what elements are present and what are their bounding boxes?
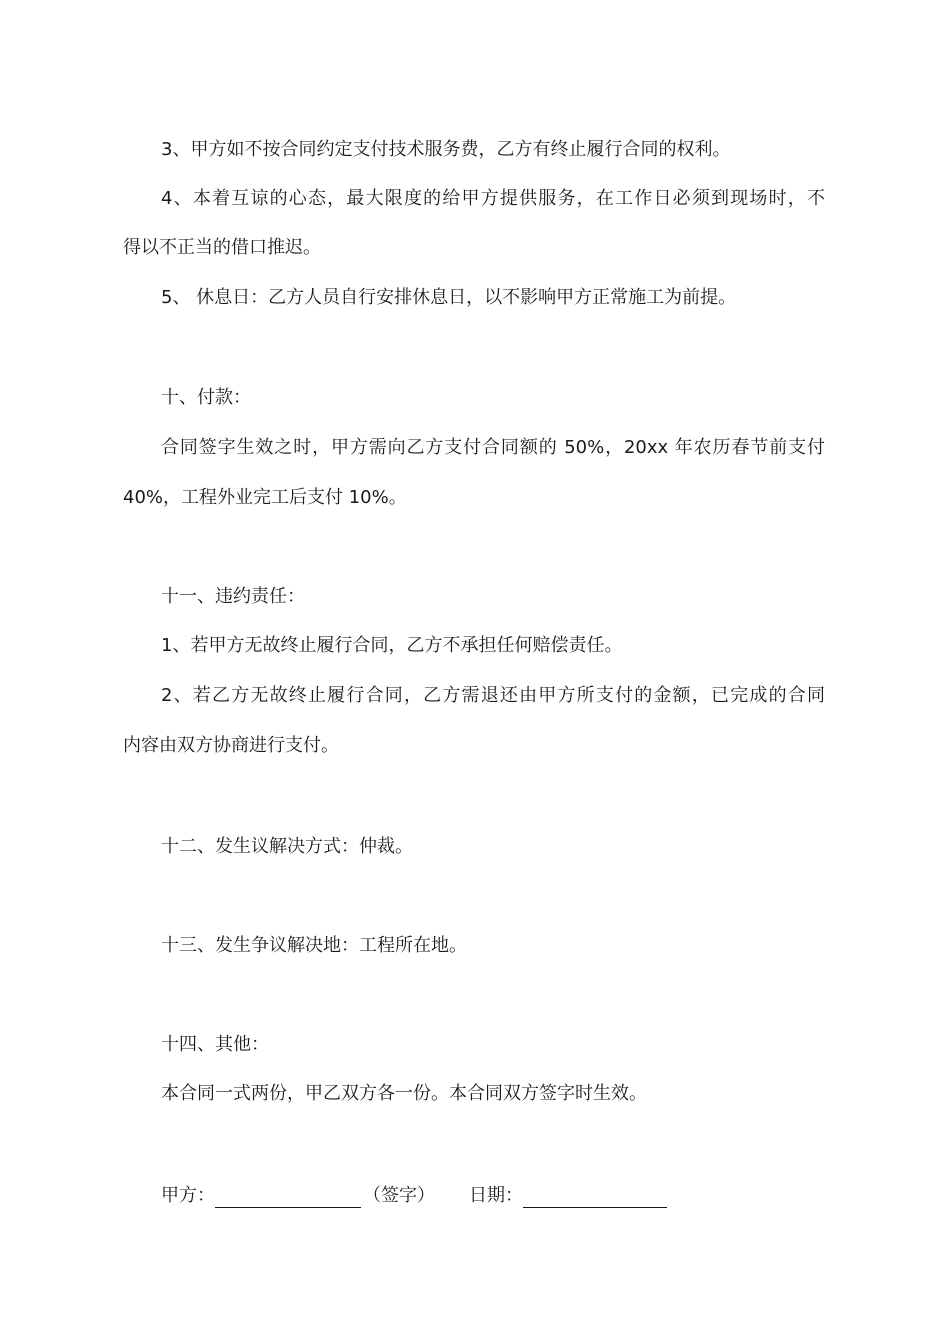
section-10-heading: 十、付款： (161, 387, 251, 408)
liability-clause-2-line1: 2、若乙方无故终止履行合同，乙方需退还由甲方所支付的金额，已完成的合同 (161, 685, 825, 706)
liability-clause-1: 1、若甲方无故终止履行合同，乙方不承担任何赔偿责任。 (161, 635, 623, 656)
section-11-heading: 十一、违约责任： (161, 586, 305, 607)
date-label: 日期： (469, 1185, 523, 1206)
clause-3: 3、甲方如不按合同约定支付技术服务费，乙方有终止履行合同的权利。 (161, 139, 731, 160)
clause-4-line2: 得以不正当的借口推迟。 (123, 237, 321, 258)
date-field[interactable] (523, 1187, 667, 1208)
signature-row (161, 1184, 667, 1208)
party-a-signature-field[interactable] (215, 1187, 361, 1208)
payment-line2: 40%，工程外业完工后支付 10%。 (123, 487, 407, 508)
clause-5: 5、 休息日：乙方人员自行安排休息日，以不影响甲方正常施工为前提。 (161, 287, 737, 308)
sign-label: （签字） (363, 1185, 435, 1206)
liability-clause-2-line2: 内容由双方协商进行支付。 (123, 735, 339, 756)
party-a-label: 甲方： (161, 1185, 215, 1206)
payment-line1: 合同签字生效之时，甲方需向乙方支付合同额的 50%，20xx 年农历春节前支付 (161, 437, 825, 458)
section-13-heading: 十三、发生争议解决地：工程所在地。 (161, 935, 467, 956)
clause-4-line1: 4、本着互谅的心态，最大限度的给甲方提供服务，在工作日必须到现场时，不 (161, 188, 825, 209)
other-clause: 本合同一式两份，甲乙双方各一份。本合同双方签字时生效。 (161, 1083, 647, 1104)
section-12-heading: 十二、发生议解决方式：仲裁。 (161, 836, 413, 857)
section-14-heading: 十四、其他： (161, 1034, 269, 1055)
